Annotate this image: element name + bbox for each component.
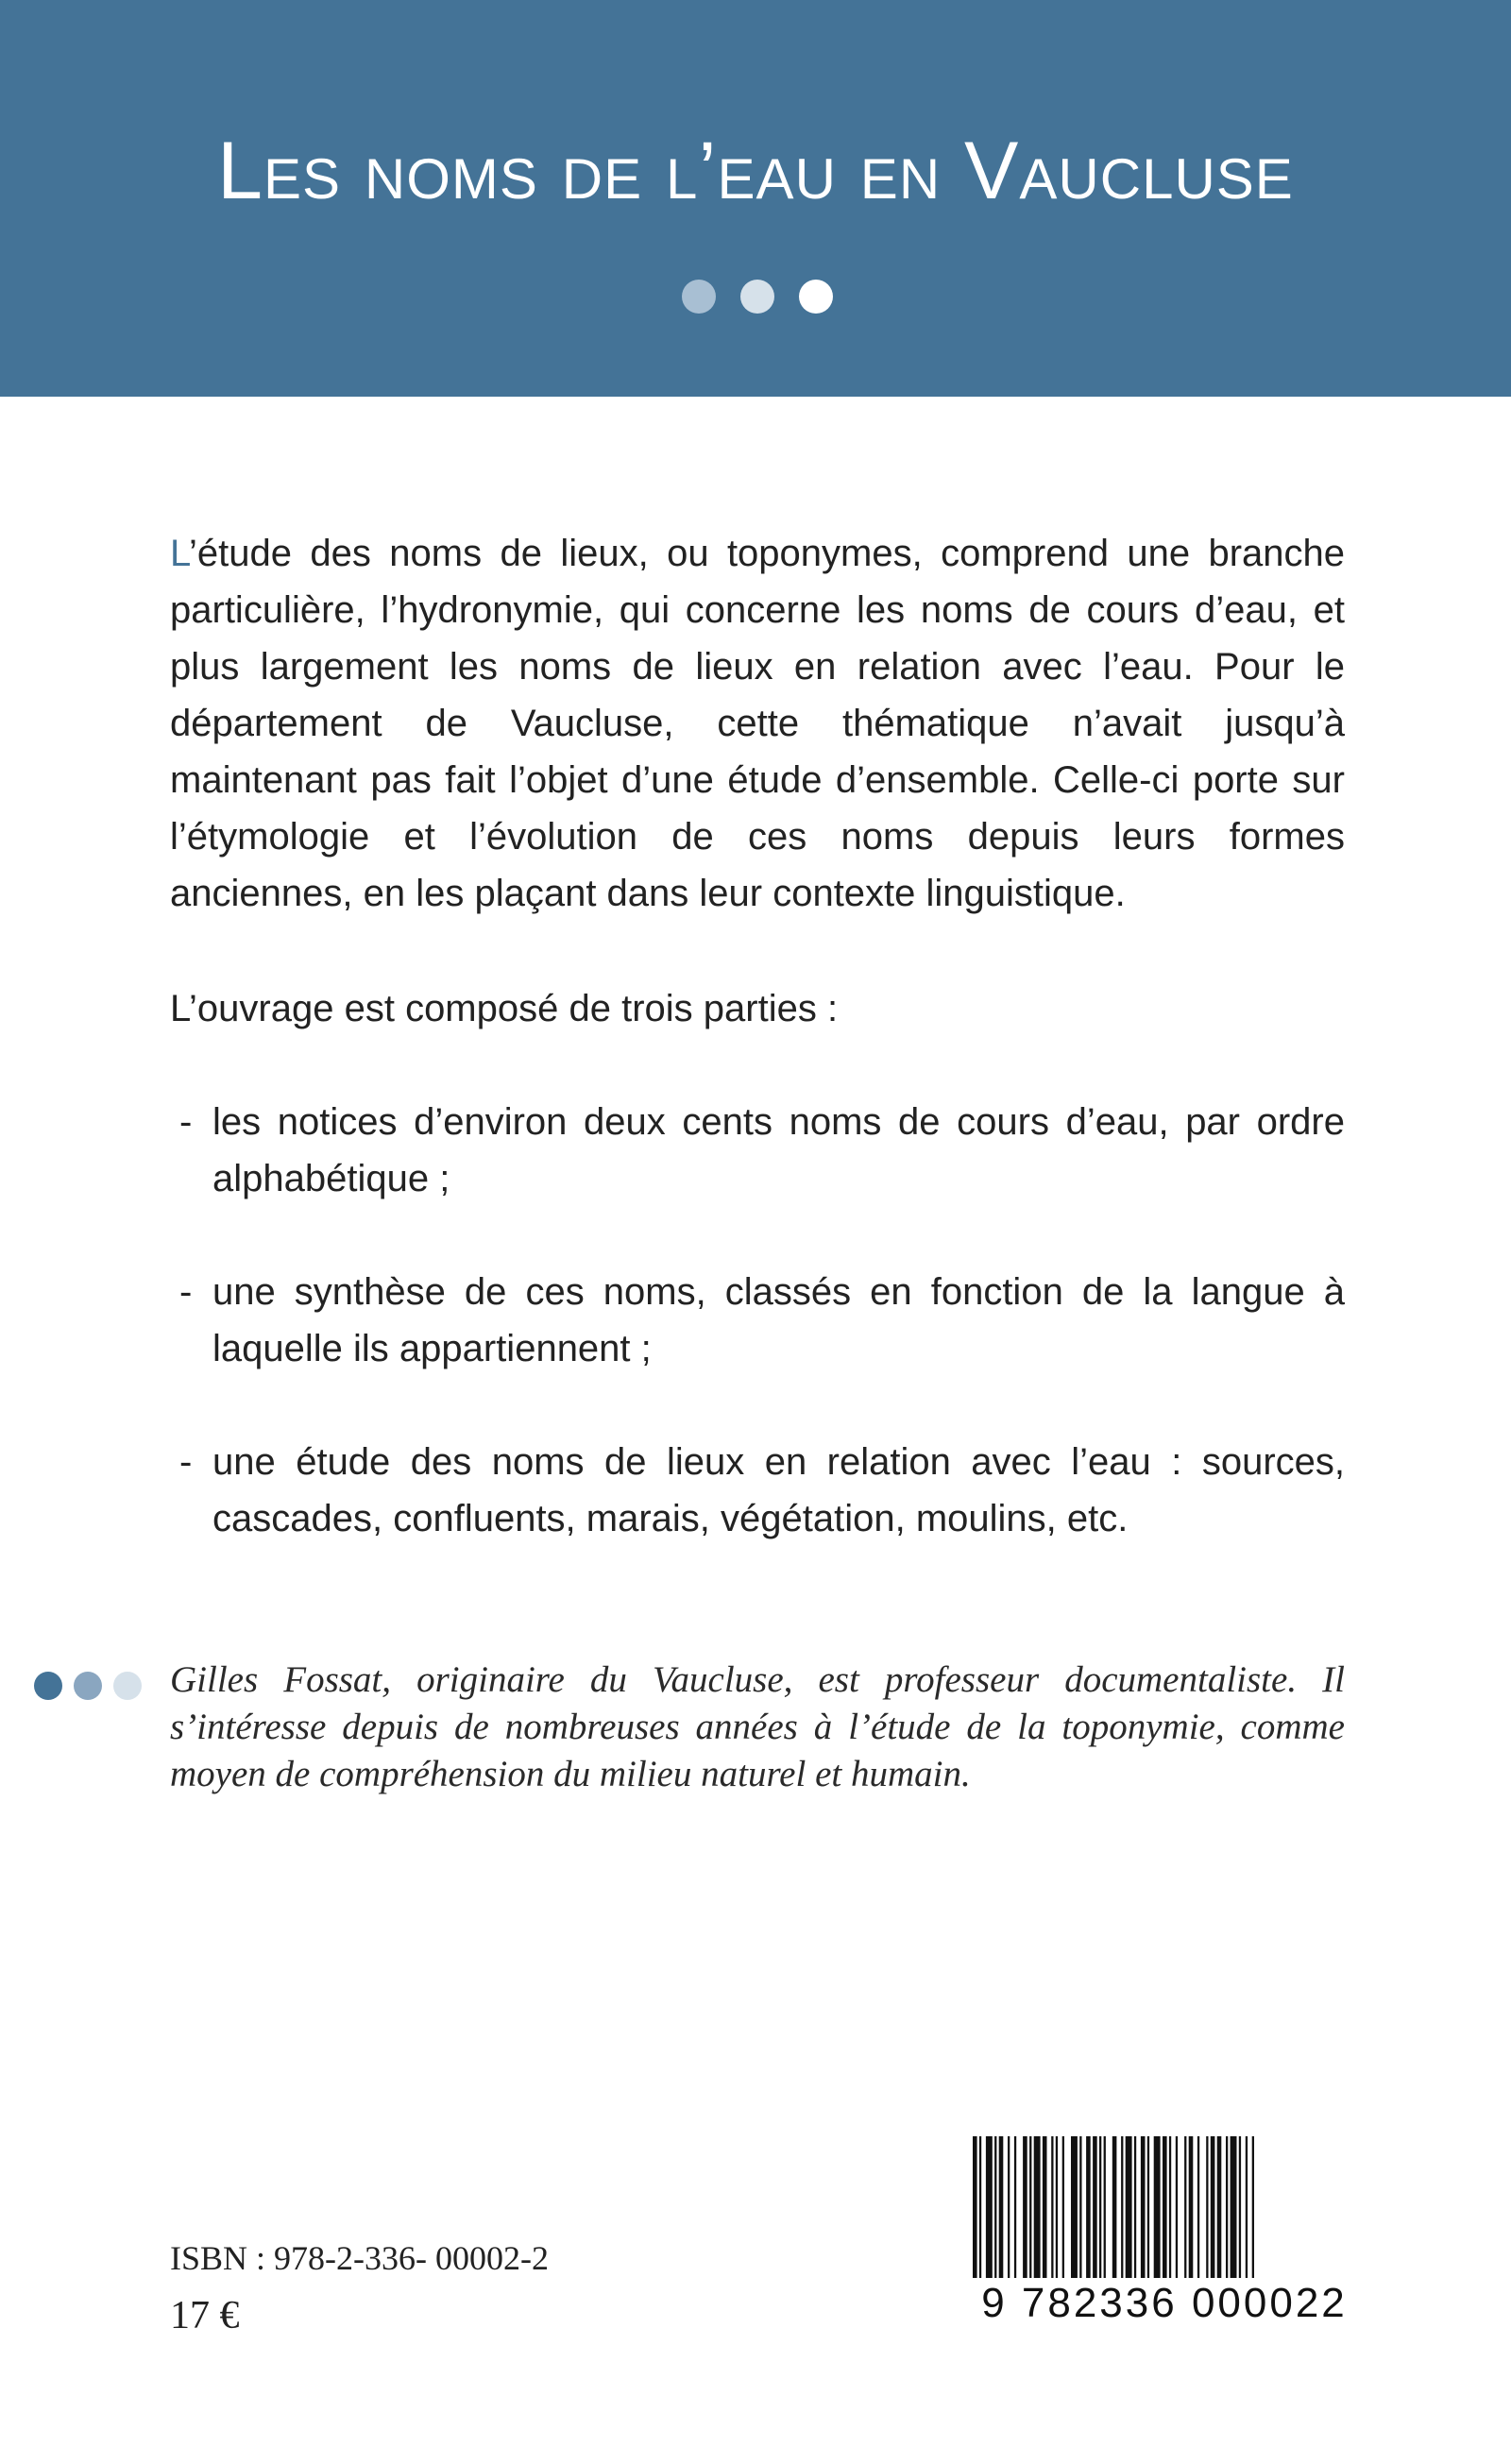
barcode-bar xyxy=(1093,2136,1097,2278)
barcode-bar xyxy=(1184,2136,1186,2278)
bio-dot xyxy=(74,1672,102,1700)
composition-line: L’ouvrage est composé de trois parties : xyxy=(170,988,839,1029)
barcode-bar xyxy=(1217,2136,1222,2278)
barcode-bar xyxy=(1176,2136,1178,2278)
intro-paragraph xyxy=(170,525,1345,922)
list-item xyxy=(170,1094,1345,1207)
cover-header xyxy=(0,0,1511,397)
barcode-bar xyxy=(1169,2136,1171,2278)
barcode-bar xyxy=(1071,2136,1078,2278)
list-item xyxy=(170,1264,1345,1377)
barcode-bar xyxy=(1086,2136,1091,2278)
list-item-text: une étude des noms de lieux en relation avec l’eau : sources, cascades, confluents, marais, végétation, moulins, etc. xyxy=(212,1441,1345,1539)
barcode-bar xyxy=(999,2136,1004,2278)
list-dash: - xyxy=(179,1101,193,1143)
isbn-text: ISBN : 978-2-336- 00002-2 xyxy=(170,2239,549,2277)
barcode-bar xyxy=(1043,2136,1047,2278)
barcode-bar xyxy=(1189,2136,1194,2278)
barcode-bar xyxy=(1034,2136,1041,2278)
bio-dots xyxy=(34,1672,142,1700)
list-dash: - xyxy=(179,1441,193,1483)
header-dot xyxy=(682,280,716,314)
barcode-bar xyxy=(973,2136,977,2278)
barcode-number: 9 782336 000022 xyxy=(981,2280,1348,2326)
barcode-bar xyxy=(1008,2136,1010,2278)
barcode-bar xyxy=(1112,2136,1117,2278)
barcode-bar xyxy=(1104,2136,1106,2278)
barcode-bar xyxy=(1062,2136,1064,2278)
list-dash: - xyxy=(179,1271,193,1313)
barcode-bar xyxy=(994,2136,996,2278)
header-dot xyxy=(740,280,774,314)
barcode-bar xyxy=(1134,2136,1136,2278)
barcode-bar xyxy=(1147,2136,1149,2278)
barcode-bar xyxy=(1051,2136,1053,2278)
list-item xyxy=(170,1434,1345,1547)
barcode-bar xyxy=(1197,2136,1199,2278)
intro-first-letter: L xyxy=(170,533,190,574)
barcode-bar xyxy=(1099,2136,1101,2278)
author-bio: Gilles Fossat, originaire du Vaucluse, est professeur documentaliste. Il s’intéresse depuis de nombreuses années à l’étude de la toponymie, comme moyen de compréhension du milieu naturel et humain. xyxy=(170,1659,1345,1794)
list-item-text: une synthèse de ces noms, classés en fonction de la langue à laquelle ils appartiennent ; xyxy=(212,1271,1345,1369)
bio-dot xyxy=(34,1672,62,1700)
barcode-bar xyxy=(1246,2136,1248,2278)
barcode-bar xyxy=(1206,2136,1208,2278)
book-title: Les noms de l’eau en Vaucluse xyxy=(217,126,1294,216)
barcode-bar xyxy=(979,2136,981,2278)
price-text: 17 € xyxy=(170,2294,240,2337)
list-item-text: les notices d’environ deux cents noms de cours d’eau, par ordre alphabétique ; xyxy=(212,1101,1345,1199)
barcode-bar xyxy=(1154,2136,1161,2278)
header-dot xyxy=(799,280,833,314)
bio-dot xyxy=(113,1672,142,1700)
header-dots xyxy=(682,280,833,314)
barcode-bar xyxy=(986,2136,993,2278)
intro-text: ’étude des noms de lieux, ou toponymes, comprend une branche particulière, l’hydronymie, qui concerne les noms de cours d’eau, et plus largement les noms de lieux en relation avec l’eau. Pour le département de Vaucluse, cette thématique n’avait jusqu’à maintenant pas fait l’objet d’une étude d’ensemble. Celle-ci porte sur l’étymologie et l’évolution de ces noms depuis leurs formes anciennes, en les plaçant dans leur contexte linguistique. xyxy=(170,533,1345,914)
barcode-bar xyxy=(1239,2136,1241,2278)
barcode-bar xyxy=(1211,2136,1215,2278)
barcode-bar xyxy=(1126,2136,1132,2278)
barcode-bar xyxy=(1023,2136,1027,2278)
barcode-bar xyxy=(1252,2136,1254,2278)
barcode-bar xyxy=(1014,2136,1016,2278)
barcode-bar xyxy=(1226,2136,1228,2278)
barcode-bars xyxy=(969,2136,1360,2278)
barcode-bar xyxy=(1056,2136,1058,2278)
barcode-bar xyxy=(1079,2136,1081,2278)
barcode-bar xyxy=(1141,2136,1146,2278)
barcode-bar xyxy=(1121,2136,1123,2278)
barcode-bar xyxy=(1029,2136,1031,2278)
barcode-bar xyxy=(1231,2136,1237,2278)
barcode-bar xyxy=(1163,2136,1167,2278)
